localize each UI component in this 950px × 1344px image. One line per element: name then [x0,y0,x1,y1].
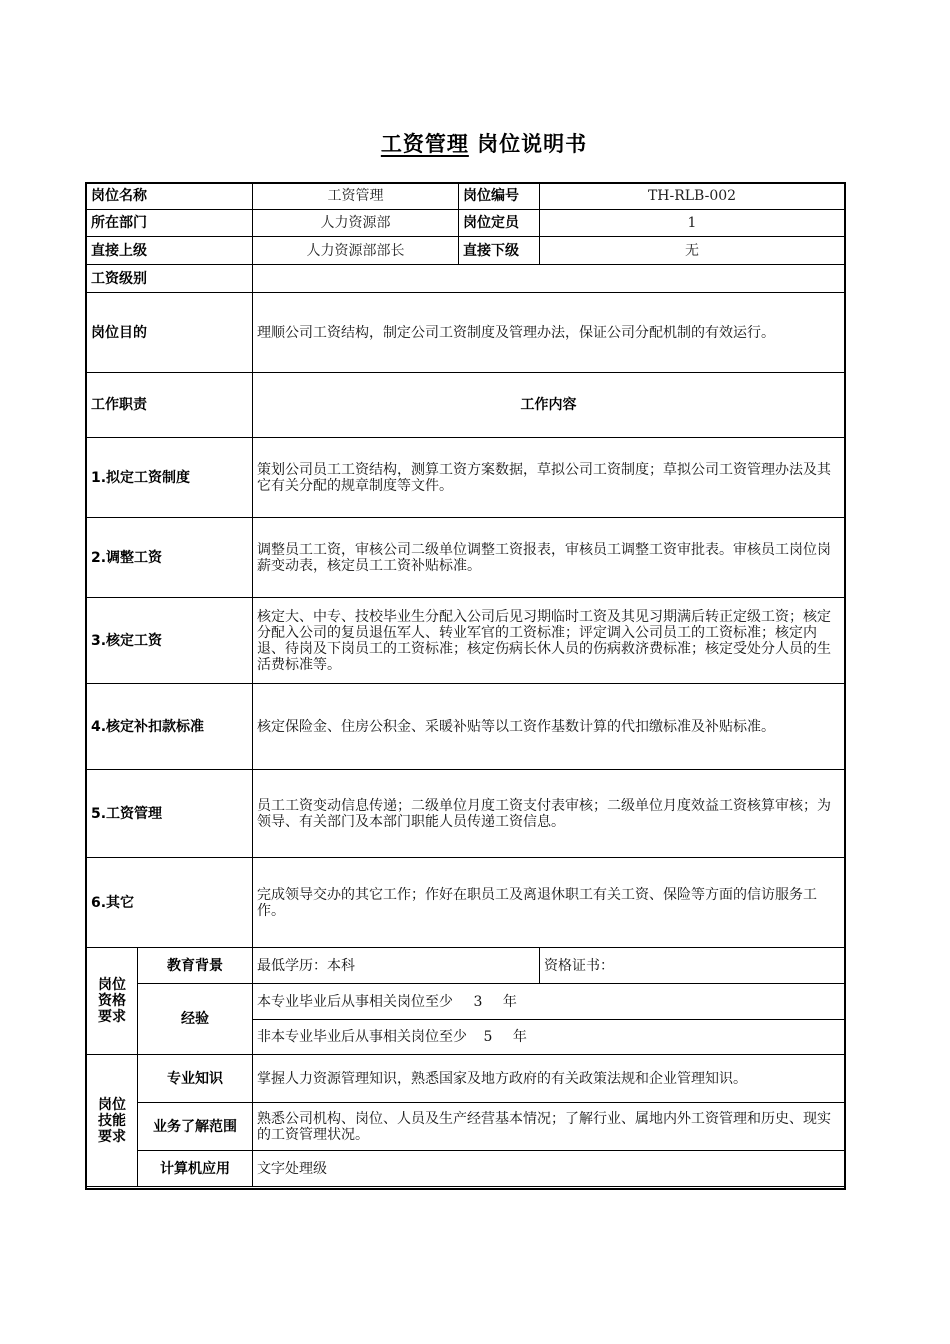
row-salary-grade [87,265,845,293]
value-business: 熟悉公司机构、岗位、人员及生产经营基本情况；了解行业、属地内外工资管理和历史、现实的工资管理状况。 [253,1103,845,1151]
duty-text: 调整员工工资，审核公司二级单位调整工资报表，审核员工调整工资审批表。审核员工岗位岗薪变动表，核定员工工资补贴标准。 [253,518,845,598]
row-purpose [87,293,845,373]
label-knowledge: 专业知识 [138,1055,253,1103]
label-work-content: 工作内容 [253,373,845,438]
row-department [87,210,845,237]
experience-other-years: 5 [483,1029,493,1045]
label-position-code: 岗位编号 [459,183,540,210]
value-position-name: 工资管理 [253,183,459,210]
value-experience-other [253,1020,845,1055]
duty-name: 6.其它 [87,858,253,948]
label-duties: 工作职责 [87,373,253,438]
duty-text: 员工工资变动信息传递；二级单位月度工资支付表审核；二级单位月度效益工资核算审核；为领导、有关部门及本部门职能人员传递工资信息。 [253,770,845,858]
value-subordinate: 无 [540,237,845,265]
value-experience-same [253,984,845,1020]
page-title [0,128,950,158]
experience-other-prefix: 非本专业毕业后从事相关岗位至少 [257,1029,467,1045]
row-computer [87,1151,845,1187]
duty-text: 核定保险金、住房公积金、采暖补贴等以工资作基数计算的代扣缴标准及补贴标准。 [253,684,845,770]
row-duties-header [87,373,845,438]
skills-group-label [87,1055,138,1187]
vertical-label-line: 岗位 [98,977,126,993]
label-salary-grade: 工资级别 [87,265,253,293]
skills-group-text [91,1097,133,1145]
duty-name: 1.拟定工资制度 [87,438,253,518]
duty-text: 核定大、中专、技校毕业生分配入公司后见习期临时工资及其见习期满后转正定级工资；核定分配入公司的复员退伍军人、转业军官的工资标准；评定调入公司员工的工资标准；核定内退、待岗及下岗员工的工资标准；核定伤病长休人员的伤病救济费标准；核定受处分人员的生活费标准等。 [253,598,845,684]
value-certificate: 资格证书： [540,948,845,984]
label-business: 业务了解范围 [138,1103,253,1151]
duty-row [87,684,845,770]
title-position-name: 工资管理 [380,132,469,156]
label-supervisor: 直接上级 [87,237,253,265]
duty-row [87,770,845,858]
vertical-label-line: 技能 [98,1112,126,1129]
experience-same-unit: 年 [502,993,517,1010]
label-purpose: 岗位目的 [87,293,253,373]
duty-text: 策划公司员工工资结构，测算工资方案数据，草拟公司工资制度；草拟公司工资管理办法及其它有关分配的规章制度等文件。 [253,438,845,518]
label-experience: 经验 [138,984,253,1055]
row-business [87,1103,845,1151]
label-subordinate: 直接下级 [459,237,540,265]
duty-text: 完成领导交办的其它工作；作好在职员工及离退休职工有关工资、保险等方面的信访服务工作。 [253,858,845,948]
row-knowledge [87,1055,845,1103]
label-position-name: 岗位名称 [87,183,253,210]
value-education: 最低学历：本科 [253,948,540,984]
qualification-group-text [91,977,133,1025]
value-computer: 文字处理级 [253,1151,845,1187]
value-headcount: 1 [540,210,845,237]
value-department: 人力资源部 [253,210,459,237]
row-experience-same [87,984,845,1020]
duty-row [87,598,845,684]
vertical-label-line: 要求 [98,1009,126,1025]
experience-same-years: 3 [473,993,483,1010]
value-purpose: 理顺公司工资结构，制定公司工资制度及管理办法，保证公司分配机制的有效运行。 [253,293,845,373]
value-salary-grade [253,265,845,293]
duty-name: 4.核定补扣款标准 [87,684,253,770]
label-computer: 计算机应用 [138,1151,253,1187]
value-supervisor: 人力资源部部长 [253,237,459,265]
duty-name: 5.工资管理 [87,770,253,858]
value-knowledge: 掌握人力资源管理知识，熟悉国家及地方政府的有关政策法规和企业管理知识。 [253,1055,845,1103]
row-education [87,948,845,984]
value-position-code: TH-RLB-002 [540,183,845,210]
experience-other-unit: 年 [512,1029,527,1045]
duty-row [87,438,845,518]
label-education: 教育背景 [138,948,253,984]
duty-row [87,518,845,598]
row-supervisor [87,237,845,265]
vertical-label-line: 资格 [98,993,126,1009]
row-position-name [87,183,845,210]
label-headcount: 岗位定员 [459,210,540,237]
label-department: 所在部门 [87,210,253,237]
job-description-table [86,182,845,1187]
duty-name: 2.调整工资 [87,518,253,598]
vertical-label-line: 岗位 [98,1096,126,1113]
duty-row [87,858,845,948]
experience-same-prefix: 本专业毕业后从事相关岗位至少 [257,993,453,1010]
duty-name: 3.核定工资 [87,598,253,684]
qualification-group-label [87,948,138,1055]
title-suffix: 岗位说明书 [477,132,588,156]
vertical-label-line: 要求 [98,1128,126,1145]
